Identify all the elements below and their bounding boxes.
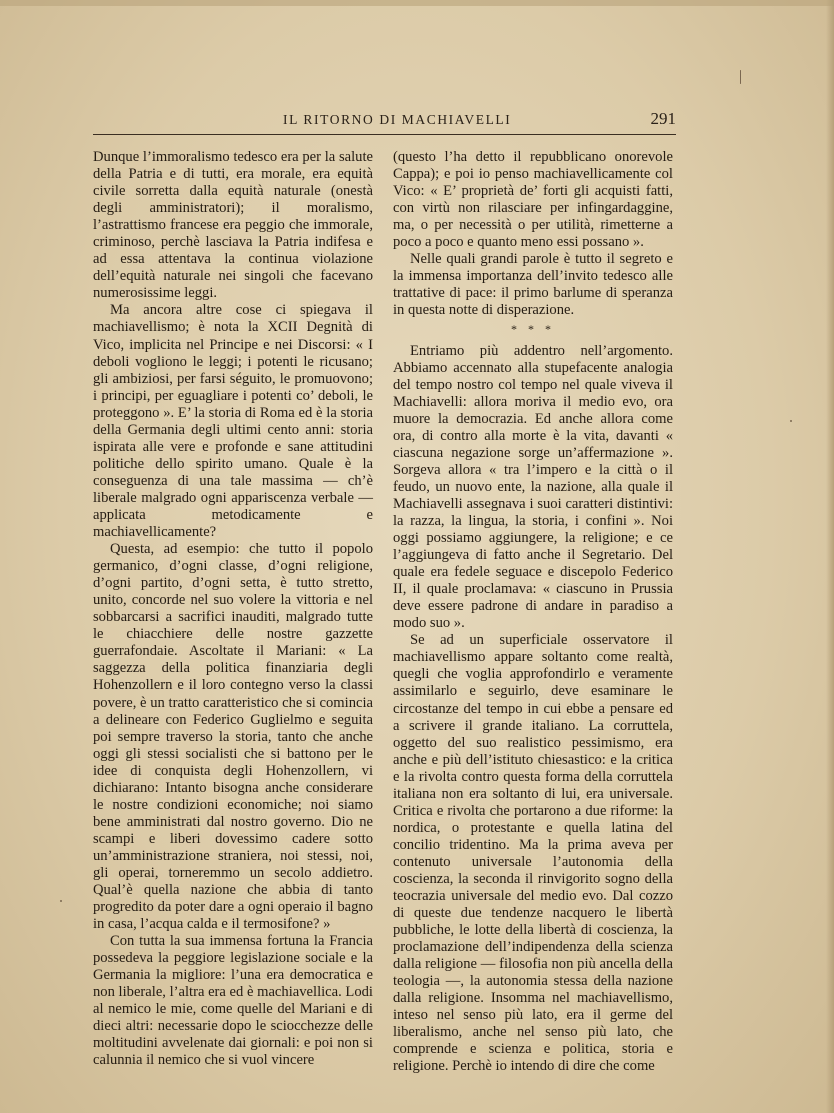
paragraph: Dunque l’immoralismo tedesco era per la salute della Patria e di tutti, era morale, era equità civile sorretta dalla equità naturale (onestà degli amministratori); il moralismo, l’astrattismo francese era peggio che immorale, criminoso, perchè lasciava la Patria indifesa e ad essa attentava la continua violazione dell’equità naturale nei singoli che facevano numerosissime leggi. [93, 149, 373, 302]
right-column [393, 149, 673, 1076]
paragraph: Entriamo più addentro nell’argomento. Abbiamo accennato alla stupefacente analogia del tempo nostro col tempo nel quale viveva il Machiavelli: allora moriva il medio evo, ora muore la democrazia. Ed anche allora come ora, di contro alla morte è la vita, davanti « ciascuna negazione sorge un’affermazione ». Sorgeva allora « tra l’impero e la città o il feudo, un nuovo ente, la nazione, alla quale il Machiavelli assegnava i suoi caratteri distintivi: la razza, la lingua, la storia, i confini ». Noi oggi possiamo aggiungere, la religione; e ce l’aggiungeva di fatto anche il Segretario. Del quale era fedele seguace e discepolo Federico II, il quale proclamava: « ciascuno in Prussia deve essere padrone di andare in paradiso a modo suo ». [393, 342, 673, 632]
paper-mark [60, 900, 62, 902]
paragraph: Con tutta la sua immensa fortuna la Francia possedeva la peggiore legislazione sociale e la Germania la migliore: l’una era democratica e non liberale, l’altra era ed è machiavellica. Lodi al nemico le mie, come quelle del Mariani e di dieci altri: necessarie dopo le sciocchezze delle moltitudini avvelenate dai giornali: e poi non si calunnia il nemico che si vuol vincere [93, 933, 373, 1069]
paragraph: Se ad un superficiale osservatore il machiavellismo appare soltanto come realtà, quegli che voglia approfondirlo e veramente assimilarlo e seguirlo, deve esaminare le circostanze del tempo in cui ebbe a pensare ed a scrivere il grande italiano. La corruttela, oggetto del suo realistico pessimismo, era anche e più dell’istituto chiesastico: e la critica e la rivolta contro questa forma della corruttela italiana non era soltanto di lui, era universale. Critica e rivolta che portarono a due riforme: la nordica, o protestante e quella latina del concilio tridentino. Ma la prima aveva per contenuto universale l’autonomia della coscienza, la seconda il rinvigorito sogno della teocrazia universale del medio evo. Dal cozzo di queste due tendenze nacquero le libertà pubbliche, le lotte della libertà di coscienza, la proclamazione dell’indipendenza della scienza dalla religione — filosofia non più ancella della teologia —, la autonomia stessa della nazione dalla religione. Insomma nel machiavellismo, inteso nel senso più lato, era il germe del liberalismo, anche nel senso più lato, che comprende e scienza e politica, storia e religione. Perchè io intendo di dire che come [393, 632, 673, 1075]
paragraph: Questa, ad esempio: che tutto il popolo germanico, d’ogni classe, d’ogni religione, d’ogni partito, d’ogni setta, è tutto stretto, unito, concorde nel suo volere la vittoria e nel sobbarcarsi a sacrifici inauditi, malgrado tutte le chiacchiere delle nostre gazzette guerrafondaie. Ascoltate il Mariani: « La saggezza della politica finanziaria degli Hohenzollern e il loro contegno verso la classi povere, è un tratto caratteristico che si comincia a delineare con Federico Guglielmo e seguita poi sempre traverso la storia, tanto che anche oggi gli stessi socialisti che si battono per le idee di conquista degli Hohenzollern, vi dichiarano: Intanto bisogna anche considerare le nostre condizioni economiche; noi siamo bene amministrati dal nostro governo. Dio ne scampi e liberi dovessimo cadere sotto un’amministrazione straniera, noi stessi, noi, gli operai, torneremmo un secolo addietro. Qual’è quella nazione che abbia di tanto progredito da poter dare a ogni operaio il bagno in casa, l’acqua calda e il termosifone? » [93, 541, 373, 933]
paragraph: (questo l’ha detto il repubblicano onorevole Cappa); e poi io penso machiavellicamente col Vico: « E’ proprietà de’ forti gli acquisti fatti, con virtù non rilasciare per infingardaggine, ma, o per necessità o per utilità, rimetterne a poco a poco e quanto meno essi possano ». [393, 149, 673, 251]
page-number: 291 [650, 109, 676, 128]
page-top-edge [0, 0, 834, 6]
running-title: IL RITORNO DI MACHIAVELLI [283, 112, 512, 127]
header-rule [93, 134, 676, 135]
paper-mark [790, 420, 792, 422]
paper-mark [740, 70, 741, 84]
section-separator: * * * [511, 322, 555, 337]
paragraph: Nelle quali grandi parole è tutto il segreto e la immensa importanza dell’invito tedesco alle trattative di pace: il primo barlume di speranza in questa notte di disperazione. [393, 251, 673, 319]
left-column [93, 149, 373, 1070]
running-header [93, 110, 676, 132]
page-right-edge [826, 0, 834, 1113]
paragraph: Ma ancora altre cose ci spiegava il machiavellismo; è nota la XCII Degnità di Vico, implicita nel Principe e nei Discorsi: « I deboli vogliono le leggi; i potenti le ricusano; gli ambiziosi, per farsi séguito, le promuovono; i principi, per eguagliare i potenti co’ deboli, le proteggono ». E’ la storia di Roma ed è la storia della Germania degli ultimi cento anni: storia ispirata alle vere e profonde e sane attitudini politiche dello spirito umano. Quale è la conseguenza di una tale massima — ch’è liberale malgrado ogni appariscenza verbale — applicata metodicamente e machiavellicamente? [93, 302, 373, 541]
